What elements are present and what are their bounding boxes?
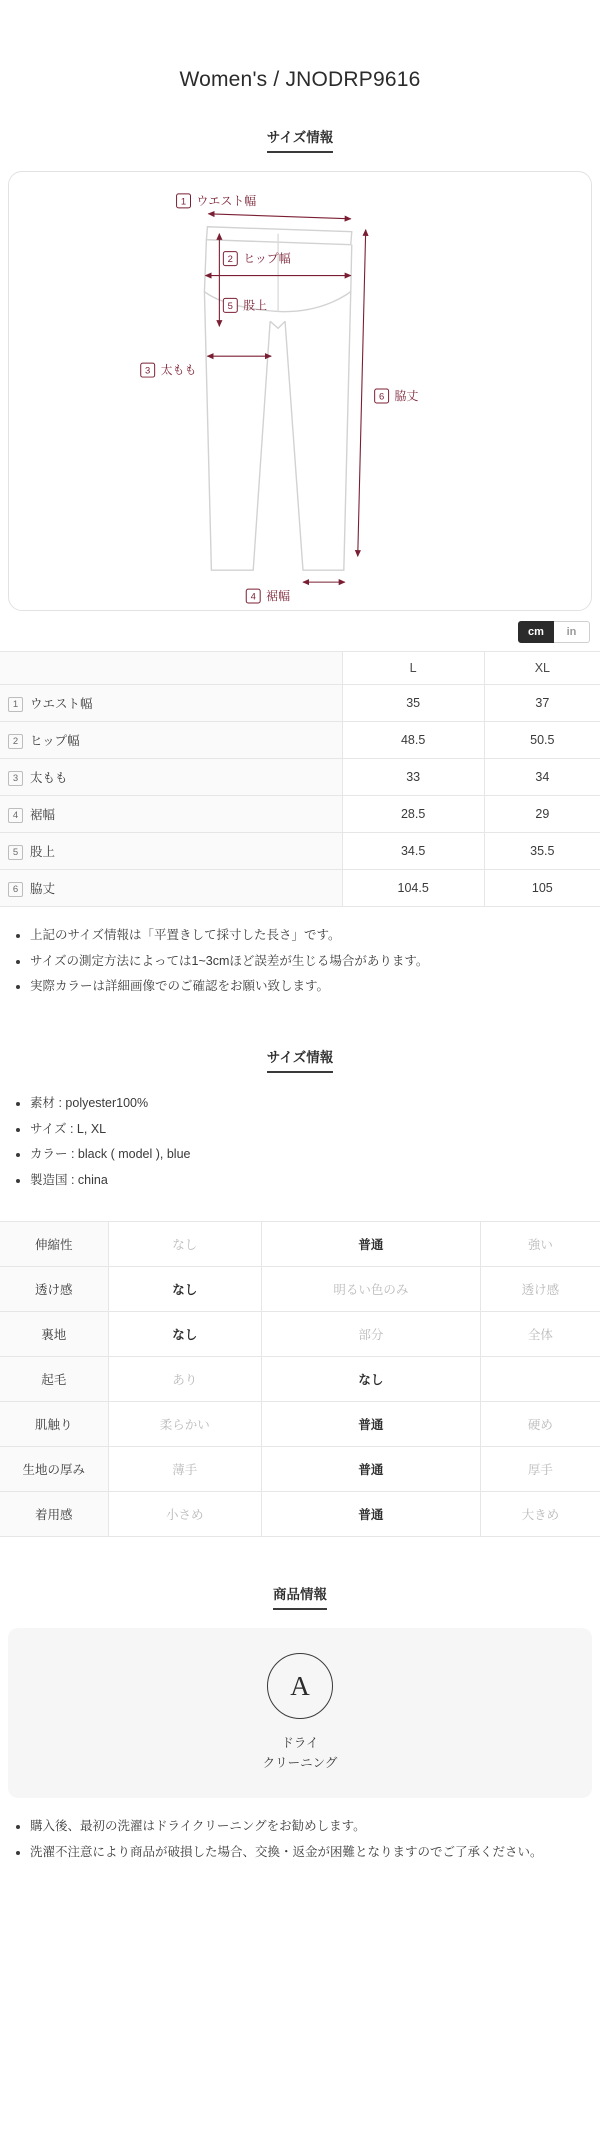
attr-option: 部分: [262, 1312, 481, 1357]
size-row-label: [0, 722, 342, 759]
attr-label: 着用感: [0, 1492, 108, 1537]
care-notes-list: [0, 1814, 600, 1865]
attr-option: 硬め: [480, 1402, 600, 1447]
product-info-heading: 商品情報: [273, 1583, 327, 1610]
svg-text:5: 5: [227, 300, 233, 312]
table-row: [0, 833, 600, 870]
list-item: • 購入後、最初の洗濯はドライクリーニングをお勧めします。: [30, 1814, 582, 1840]
svg-text:6: 6: [379, 391, 385, 403]
size-row-label-text: 股上: [30, 845, 56, 859]
list-item: • 製造国 : china: [30, 1168, 582, 1194]
size-value-l: 33: [342, 759, 484, 796]
size-table-header-l: L: [342, 652, 484, 685]
attr-option-selected: なし: [108, 1267, 262, 1312]
list-item: • 素材 : polyester100%: [30, 1091, 582, 1117]
list-item: • サイズの測定方法によっては1~3cmほど誤差が生じる場合があります。: [30, 949, 582, 975]
attr-option: 薄手: [108, 1447, 262, 1492]
attr-option: 明るい色のみ: [262, 1267, 481, 1312]
attr-label: 伸縮性: [0, 1222, 108, 1267]
size-value-l: 34.5: [342, 833, 484, 870]
table-row: [0, 1312, 600, 1357]
measure-label-1: [177, 193, 257, 208]
measure-number-badge: 5: [8, 845, 23, 860]
measure-label-5: [223, 297, 267, 312]
unit-in-button[interactable]: in: [554, 621, 590, 643]
svg-text:股上: 股上: [243, 298, 268, 313]
unit-cm-button[interactable]: cm: [518, 621, 554, 643]
attr-option: 小さめ: [108, 1492, 262, 1537]
svg-text:3: 3: [145, 365, 151, 377]
size-value-l: 28.5: [342, 796, 484, 833]
care-label-line1: ドライ: [281, 1736, 319, 1751]
size-value-l: 35: [342, 685, 484, 722]
table-row: [0, 1447, 600, 1492]
measure-arrows: [205, 214, 365, 582]
attr-option: 柔らかい: [108, 1402, 262, 1447]
attr-option-selected: なし: [262, 1357, 481, 1402]
measure-label-2: [223, 251, 290, 266]
attr-option: 厚手: [480, 1447, 600, 1492]
size-row-label-text: 脇丈: [30, 882, 56, 896]
attr-option-selected: 普通: [262, 1447, 481, 1492]
size-notes-list: [0, 923, 600, 1000]
svg-text:裾幅: 裾幅: [266, 589, 291, 604]
pants-diagram: [9, 172, 591, 610]
table-row: [0, 1357, 600, 1402]
attribute-table: [0, 1221, 600, 1537]
svg-text:太もも: 太もも: [160, 363, 197, 378]
table-row: [0, 1492, 600, 1537]
table-row: [0, 1267, 600, 1312]
measure-number-badge: 6: [8, 882, 23, 897]
size-value-l: 48.5: [342, 722, 484, 759]
spec-heading: サイズ情報: [267, 1046, 333, 1073]
size-value-xl: 34: [484, 759, 600, 796]
size-diagram-card: [8, 171, 592, 611]
svg-text:ウエスト幅: ウエスト幅: [196, 193, 257, 208]
attr-option: 強い: [480, 1222, 600, 1267]
svg-text:4: 4: [250, 591, 256, 603]
attr-option: なし: [108, 1222, 262, 1267]
svg-text:ヒップ幅: ヒップ幅: [243, 251, 291, 266]
size-table: [0, 651, 600, 907]
measure-label-4: [246, 588, 290, 603]
attr-option: 透け感: [480, 1267, 600, 1312]
attr-option-selected: なし: [108, 1312, 262, 1357]
care-label: [263, 1733, 338, 1773]
size-row-label: [0, 759, 342, 796]
attr-label: 裏地: [0, 1312, 108, 1357]
table-row: [0, 759, 600, 796]
attr-label: 肌触り: [0, 1402, 108, 1447]
measure-number-badge: 2: [8, 734, 23, 749]
measure-label-6: [375, 388, 419, 403]
care-label-line2: クリーニング: [262, 1756, 338, 1771]
list-item: • 洗濯不注意により商品が破損した場合、交換・返金が困難となりますのでご了承ください。: [30, 1840, 582, 1866]
diagram-wrapper: [0, 171, 600, 611]
attr-option-selected: 普通: [262, 1402, 481, 1447]
size-table-header-blank: [0, 652, 342, 685]
size-row-label: [0, 870, 342, 907]
size-value-xl: 35.5: [484, 833, 600, 870]
svg-text:2: 2: [227, 254, 233, 266]
page-title: Women's / JNODRP9616: [179, 68, 421, 91]
dry-clean-icon: A: [267, 1653, 333, 1719]
measure-number-badge: 1: [8, 697, 23, 712]
list-item: • 上記のサイズ情報は「平置きして採寸した長さ」です。: [30, 923, 582, 949]
size-row-label-text: ウエスト幅: [30, 697, 93, 711]
list-item: • 実際カラーは詳細画像でのご確認をお願い致します。: [30, 974, 582, 1000]
list-item: • カラー : black ( model ), blue: [30, 1142, 582, 1168]
size-value-xl: 29: [484, 796, 600, 833]
svg-text:脇丈: 脇丈: [394, 388, 419, 403]
table-row: [0, 1222, 600, 1267]
size-row-label-text: 太もも: [30, 771, 68, 785]
spec-notes-list: [0, 1091, 600, 1194]
measure-number-badge: 4: [8, 808, 23, 823]
attr-label: 透け感: [0, 1267, 108, 1312]
measure-number-badge: 3: [8, 771, 23, 786]
size-table-header-xl: XL: [484, 652, 600, 685]
attr-option-empty: [480, 1357, 600, 1402]
size-info-heading: サイズ情報: [267, 126, 333, 153]
attr-label: 起毛: [0, 1357, 108, 1402]
attr-option: 全体: [480, 1312, 600, 1357]
size-row-label: [0, 833, 342, 870]
attr-option-selected: 普通: [262, 1222, 481, 1267]
size-value-xl: 37: [484, 685, 600, 722]
attr-option: 大きめ: [480, 1492, 600, 1537]
size-row-label: [0, 796, 342, 833]
size-value-xl: 50.5: [484, 722, 600, 759]
list-item: • サイズ : L, XL: [30, 1117, 582, 1143]
table-row: [0, 722, 600, 759]
size-table-header-row: [0, 652, 600, 685]
measure-label-3: [141, 362, 197, 377]
attr-label: 生地の厚み: [0, 1447, 108, 1492]
attr-option-selected: 普通: [262, 1492, 481, 1537]
size-row-label-text: ヒップ幅: [30, 734, 80, 748]
size-row-label: [0, 685, 342, 722]
svg-text:1: 1: [180, 196, 187, 208]
size-row-label-text: 裾幅: [30, 808, 56, 822]
size-value-l: 104.5: [342, 870, 484, 907]
garment-outline: [204, 227, 351, 570]
care-instruction-card: [8, 1628, 592, 1798]
table-row: [0, 870, 600, 907]
table-row: [0, 685, 600, 722]
table-row: [0, 1402, 600, 1447]
table-row: [0, 796, 600, 833]
size-value-xl: 105: [484, 870, 600, 907]
unit-toggle[interactable]: [0, 611, 600, 643]
attr-option: あり: [108, 1357, 262, 1402]
